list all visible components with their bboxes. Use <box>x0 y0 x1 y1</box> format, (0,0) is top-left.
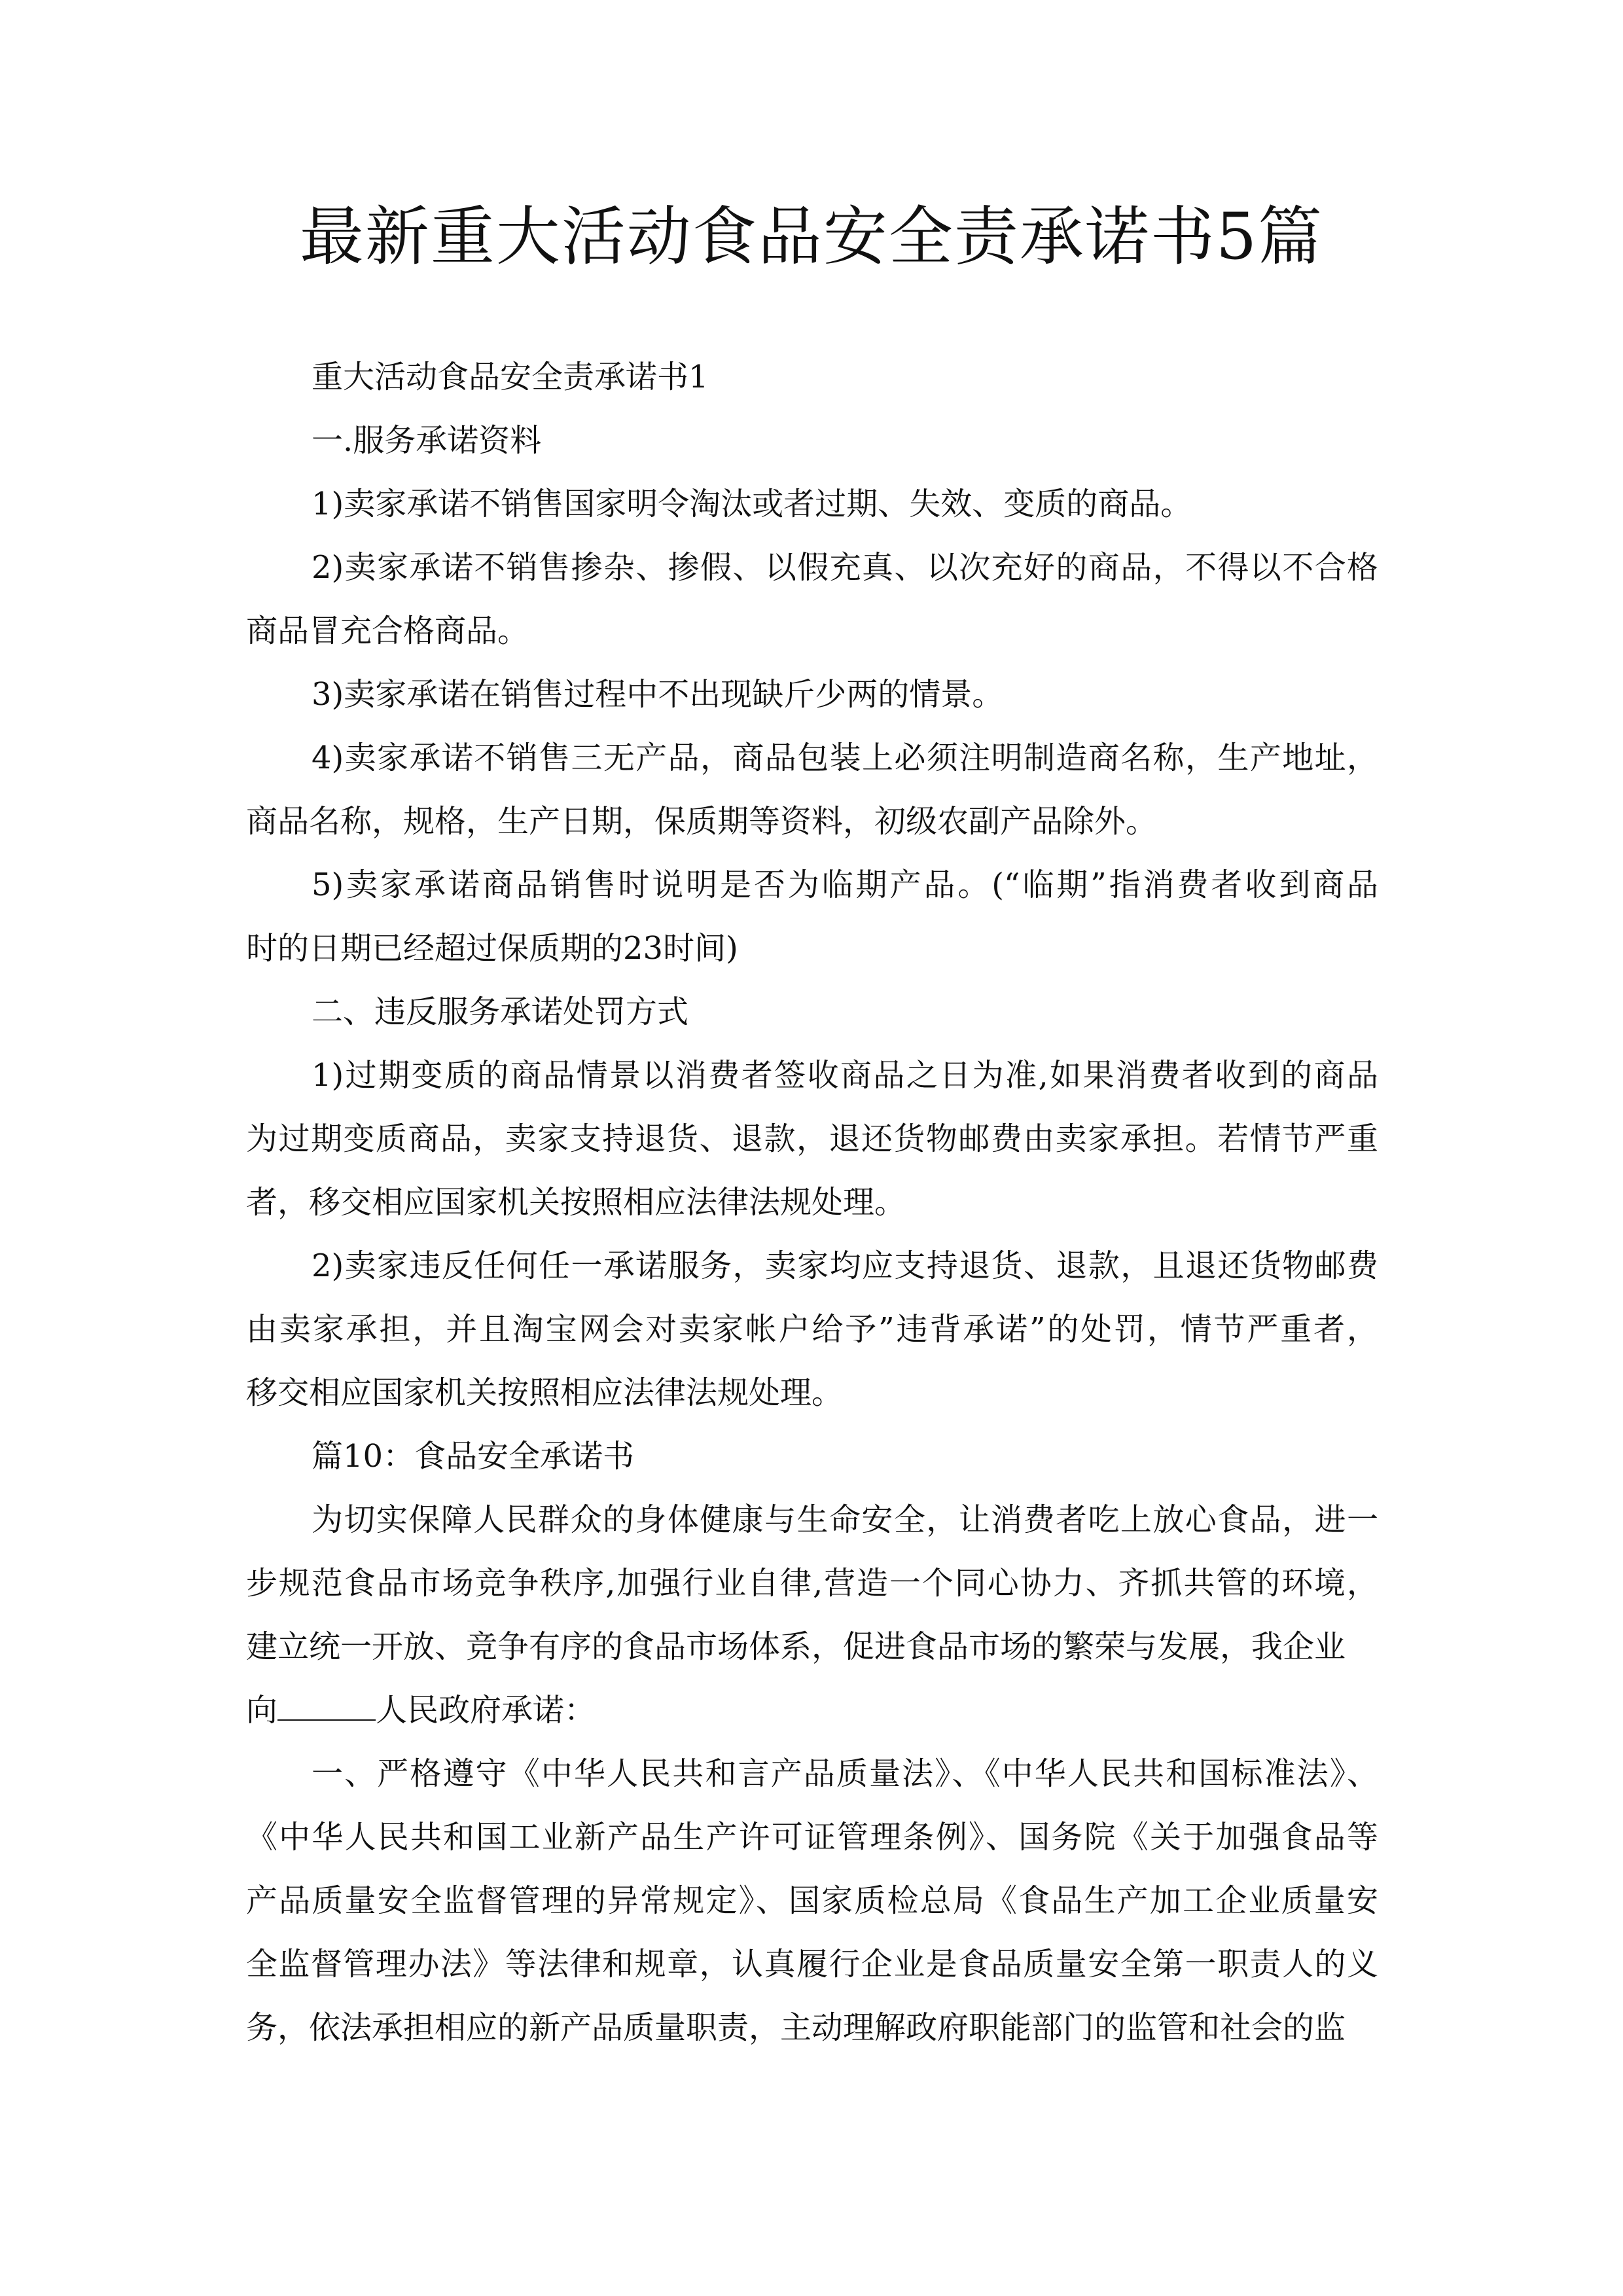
paragraph-line: 商品冒充合格商品。 <box>246 613 529 649</box>
paragraph-line: 1)卖家承诺不销售国家明令淘汰或者过期、失效、变质的商品。 <box>312 486 1192 522</box>
paragraph <box>246 853 1378 980</box>
paragraph-line: 建立统一开放、竞争有序的食品市场体系，促进食品市场的繁荣与发展，我企业 <box>246 1628 1346 1665</box>
paragraph-line: 重大活动食品安全责承诺书1 <box>312 359 709 395</box>
paragraph-line: 步规范食品市场竞争秩序,加强行业自律,营造一个同心协力、齐抓共管的环境， <box>246 1565 1378 1602</box>
paragraph-line: 一、严格遵守《中华人民共和言产品质量法》、《中华人民共和国标准法》、 <box>312 1755 1378 1792</box>
paragraph-line: 产品质量安全监督管理的异常规定》、国家质检总局《食品生产加工企业质量安 <box>246 1882 1378 1919</box>
paragraph <box>246 726 1378 853</box>
text-after-blank: 人民政府承诺： <box>376 1692 596 1729</box>
paragraph-line: 二、违反服务承诺处罚方式 <box>312 994 689 1030</box>
paragraph-line: 者，移交相应国家机关按照相应法律法规处理。 <box>246 1184 906 1221</box>
paragraph <box>246 473 1378 536</box>
document-title: 最新重大活动食品安全责承诺书5篇 <box>299 200 1324 274</box>
paragraph-line: 1)过期变质的商品情景以消费者签收商品之日为准,如果消费者收到的商品 <box>312 1057 1378 1094</box>
paragraph <box>246 346 1378 409</box>
paragraph-line: 务，依法承担相应的新产品质量职责，主动理解政府职能部门的监管和社会的监 <box>246 2009 1346 2046</box>
paragraph <box>246 1488 1378 1679</box>
text-before-blank: 向 <box>246 1692 278 1729</box>
paragraph-line <box>246 1679 1378 1742</box>
paragraph-line: 5)卖家承诺商品销售时说明是否为临期产品。(“临期”指消费者收到商品 <box>312 867 1378 903</box>
paragraph-line: 为切实保障人民群众的身体健康与生命安全，让消费者吃上放心食品，进一 <box>312 1501 1378 1538</box>
paragraph <box>246 980 1378 1044</box>
paragraph <box>246 663 1378 726</box>
paragraph-line: 移交相应国家机关按照相应法律法规处理。 <box>246 1374 844 1411</box>
paragraph-line: 4)卖家承诺不销售三无产品，商品包装上必须注明制造商名称，生产地址， <box>312 740 1378 776</box>
paragraph-line: 由卖家承担，并且淘宝网会对卖家帐户给予”违背承诺”的处罚，情节严重者， <box>246 1311 1378 1348</box>
fill-in-blank <box>277 1680 376 1721</box>
paragraph-line: 时的日期已经超过保质期的23时间) <box>246 930 738 967</box>
paragraph-line: 一.服务承诺资料 <box>312 422 542 459</box>
paragraph-line: 全监督管理办法》等法律和规章，认真履行企业是食品质量安全第一职责人的义 <box>246 1946 1378 1982</box>
paragraph <box>246 1425 1378 1488</box>
paragraph <box>246 409 1378 473</box>
paragraph <box>246 536 1378 663</box>
paragraph-line: 篇10：食品安全承诺书 <box>312 1438 635 1475</box>
paragraph-line: 《中华人民共和国工业新产品生产许可证管理条例》、国务院《关于加强食品等 <box>246 1819 1378 1856</box>
paragraph-line: 3)卖家承诺在销售过程中不出现缺斤少两的情景。 <box>312 676 1004 713</box>
paragraph-line: 2)卖家违反任何任一承诺服务，卖家均应支持退货、退款，且退还货物邮费 <box>312 1247 1378 1284</box>
paragraph <box>246 1742 1378 2060</box>
paragraph-line: 为过期变质商品，卖家支持退货、退款，退还货物邮费由卖家承担。若情节严重 <box>246 1121 1378 1157</box>
paragraph <box>246 1234 1378 1425</box>
paragraph <box>246 1679 1378 1742</box>
paragraph-line: 2)卖家承诺不销售掺杂、掺假、以假充真、以次充好的商品，不得以不合格 <box>312 549 1378 586</box>
document-body <box>246 346 1378 2060</box>
paragraph-line: 商品名称，规格，生产日期，保质期等资料，初级农副产品除外。 <box>246 803 1158 840</box>
paragraph <box>246 1044 1378 1234</box>
